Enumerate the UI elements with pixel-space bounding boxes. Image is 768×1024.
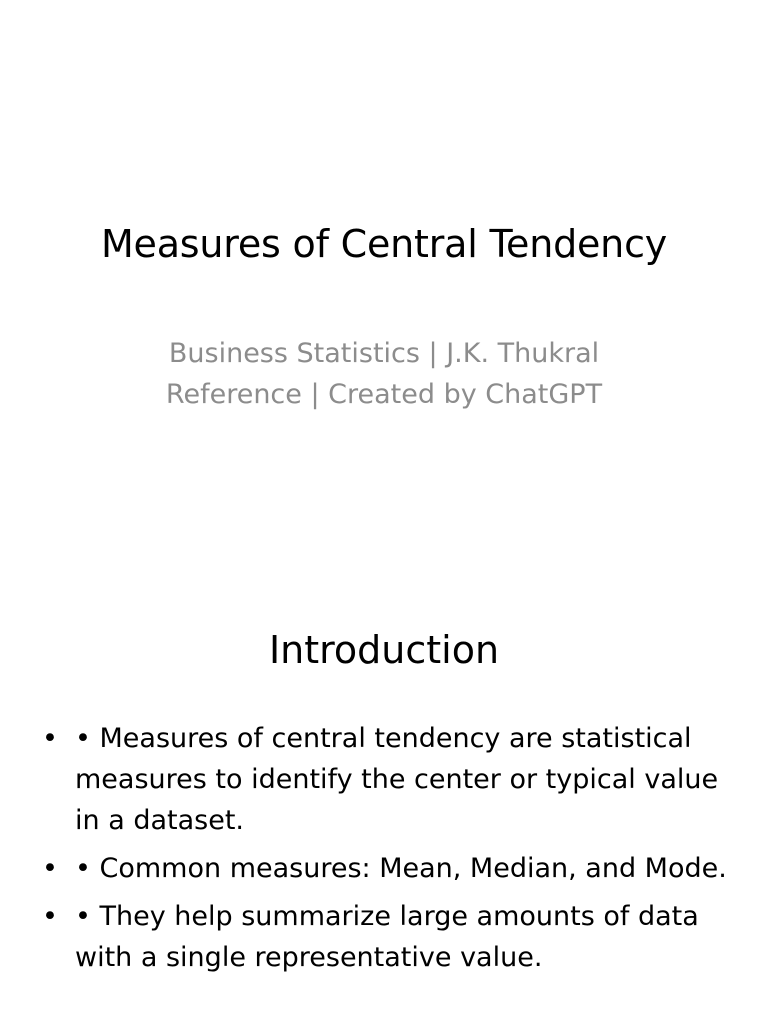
- bullet-item: [42, 896, 732, 978]
- subtitle-line: Business Statistics | J.K. Thukral: [168, 338, 600, 369]
- bullet-text: • They help summarize large amounts of data with a single representative value.: [75, 901, 699, 973]
- bullet-list: [42, 718, 732, 985]
- bullet-marker: •: [42, 853, 58, 884]
- bullet-marker: •: [42, 901, 58, 932]
- bullet-item: [42, 848, 732, 889]
- slide-heading: Introduction: [268, 628, 500, 672]
- bullet-text: • Measures of central tendency are statistical measures to identify the center or typical value in a dataset.: [75, 723, 719, 836]
- bullet-marker: •: [42, 723, 58, 754]
- introduction-slide: [0, 576, 768, 1024]
- slide-subtitle: [120, 333, 648, 415]
- bullet-text: • Common measures: Mean, Median, and Mode.: [75, 853, 727, 884]
- slide-title: Measures of Central Tendency: [100, 222, 668, 266]
- subtitle-line: Reference | Created by ChatGPT: [165, 379, 603, 410]
- bullet-item: [42, 718, 732, 841]
